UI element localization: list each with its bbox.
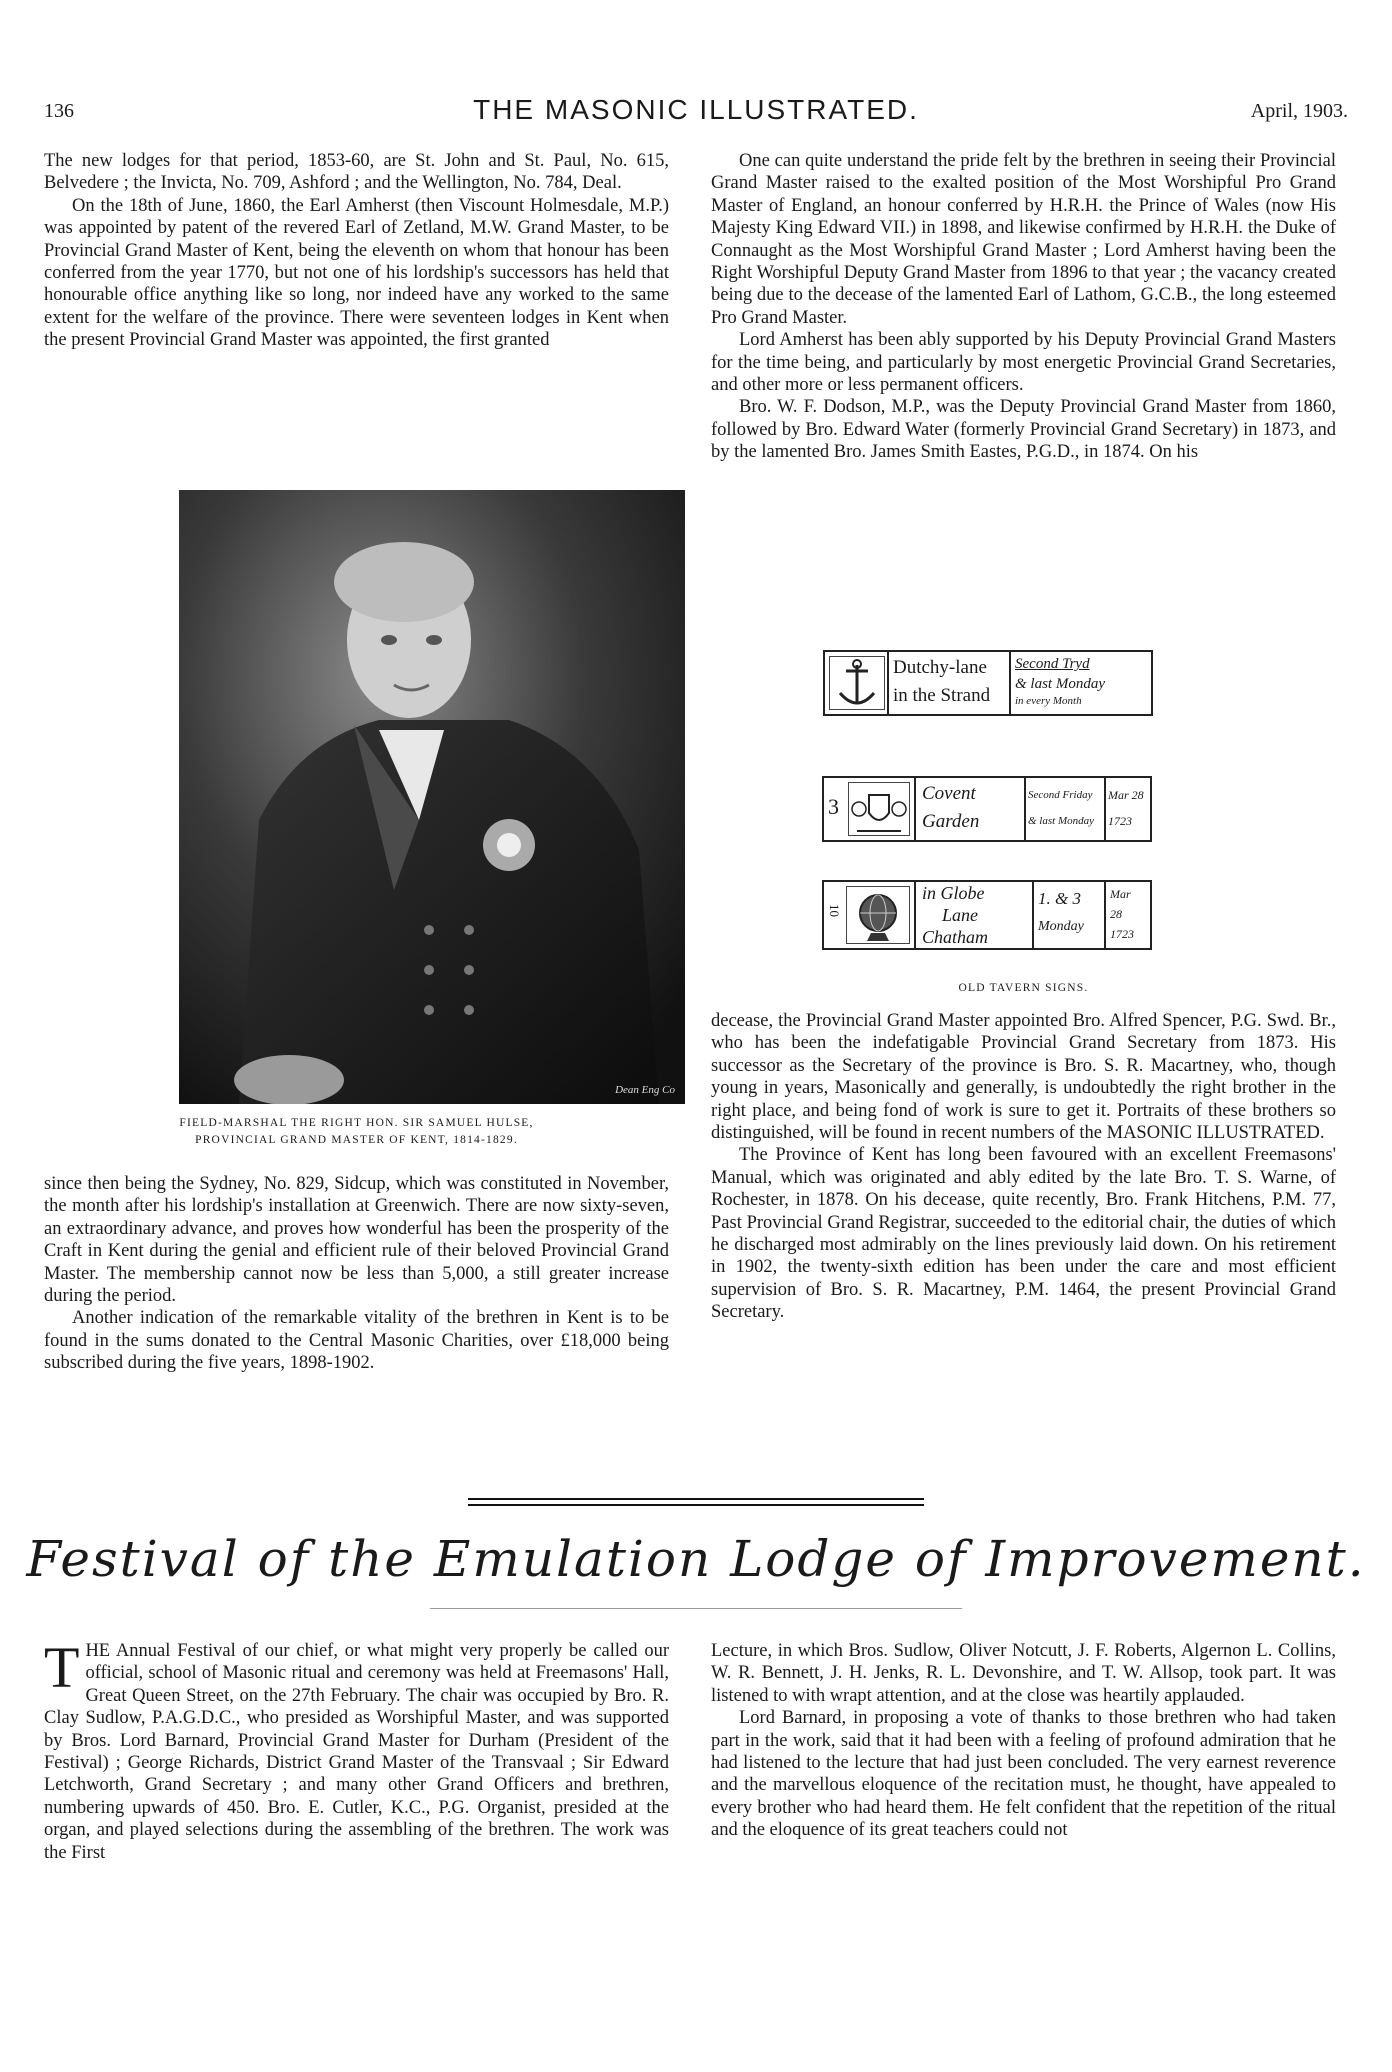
sign-text: 1723 <box>1110 927 1134 941</box>
page-header <box>44 94 1348 140</box>
sign-text: 1723 <box>1108 814 1132 828</box>
paragraph: The Province of Kent has long been favoured with an excellent Freemasons' Manual, which was originated and ably edited by the late Bro. T. S. Warne, of Rochester, in 1878. On his decease, quite recently, Bro. Frank Hitchens, P.M. 77, Past Provincial Grand Registrar, succeeded to the editorial chair, the duties of which he discharged most admirably on the lines previously laid down. On his retirement in 1902, the twenty-sixth edition has been under the care and most efficient supervision of Bro. S. R. Macartney, P.M. 1464, the present Provincial Grand Secretary. <box>711 1145 1336 1323</box>
tavern-sign-covent-garden <box>822 776 1152 842</box>
anchor-emblem <box>829 656 885 710</box>
left-column-bottom <box>44 1173 669 1375</box>
caption-line: PROVINCIAL GRAND MASTER OF KENT, 1814-1829. <box>195 1134 518 1146</box>
sign-text: in the Strand <box>893 685 991 706</box>
sign-text: Chatham <box>922 927 989 947</box>
paragraph: Another indication of the remarkable vitality of the brethren in Kent is to be found in the sums donated to the Central Masonic Charities, over £18,000 being subscribed during the five years, 1898-1902. <box>44 1308 669 1374</box>
paragraph <box>44 1635 669 1864</box>
page-number: 136 <box>44 100 74 122</box>
anchor-icon <box>830 657 884 713</box>
sign-place <box>887 652 1009 714</box>
festival-right-column <box>711 1640 1336 1842</box>
sign-meeting-days <box>1032 882 1104 948</box>
sign-text: in every Month <box>1015 695 1082 707</box>
sign-text: Mar 28 <box>1108 788 1144 802</box>
paragraph: On the 18th of June, 1860, the Earl Amherst (then Viscount Holmesdale, M.P.) was appointed by patent of the revered Earl of Zetland, M.W. Grand Master, to be Provincial Grand Master of Kent, being the eleventh on whom that honour has been conferred from the year 1770, but not one of his lordship's successors has held that honourable office anything like so long, nor indeed have any worked to the same extent for the welfare of the province. There were seventeen lodges in Kent when the present Provincial Grand Master was appointed, the first granted <box>44 195 669 351</box>
paragraph: decease, the Provincial Grand Master appointed Bro. Alfred Spencer, P.G. Swd. Br., who has been the indefatigable Provincial Grand Secretary from 1873. His successor as the Secretary of the province is Bro. S. R. Macartney, who, though young in years, Masonically and generally, is undoubtedly the right brother in the right place, and being fond of work is sure to get it. Portraits of these brothers so distinguished, will be found in recent numbers of the MASONIC ILLUSTRATED. <box>711 1011 1336 1144</box>
paragraph: Lecture, in which Bros. Sudlow, Oliver Notcutt, J. F. Roberts, Algernon L. Collins, W. R. Bennett, J. H. Jenks, R. L. Devonshire, and T. W. Allsop, took part. It was listened to with wrapt attention, and at the close was heartily applauded. <box>711 1641 1336 1706</box>
portrait-image <box>179 490 685 1104</box>
paragraph-text: HE Annual Festival of our chief, or what might very properly be called our official, school of Masonic ritual and ceremony was held at Freemasons' Hall, Great Queen Street, on the 27th February. The chair was occupied by Bro. R. Clay Sudlow, P.A.G.D.C., who presided as Worshipful Master, and was supported by Bros. Lord Barnard, Provincial Grand Master for Durham (President of the Festival) ; George Richards, District Grand Master of the Transvaal ; Sir Edward Letchworth, Grand Secretary ; and many other Grand Officers and brethren, numbering upwards of 450. Bro. E. Cutler, K.C., P.G. Organist, presided at the organ, and played selections during the assembling of the brethren. The work was the First <box>44 1641 669 1863</box>
drop-cap: T <box>44 1635 80 1700</box>
section-rule <box>468 1504 924 1506</box>
portrait-caption <box>44 1115 669 1149</box>
sign-text: in Globe <box>922 883 985 903</box>
caption-line: FIELD-MARSHAL THE RIGHT HON. SIR SAMUEL HULSE, <box>179 1117 534 1129</box>
sign-text: Monday <box>1038 919 1084 934</box>
coat-of-arms-icon <box>849 783 909 839</box>
sign-text: Garden <box>922 811 980 832</box>
arms-emblem <box>848 782 910 836</box>
sign-date <box>1104 778 1150 840</box>
sign-text: Dutchy-lane <box>893 657 987 678</box>
tavern-signs-caption: OLD TAVERN SIGNS. <box>958 982 1089 994</box>
left-column-top <box>44 150 669 352</box>
festival-left-column <box>44 1635 669 1864</box>
sign-text: Mar <box>1110 887 1131 901</box>
right-column-top <box>711 150 1336 464</box>
sign-text: 1. & 3 <box>1038 889 1081 908</box>
masthead: THE MASONIC ILLUSTRATED. <box>473 94 919 125</box>
paragraph: One can quite understand the pride felt by the brethren in seeing their Provincial Grand Master raised to the exalted position of the Most Worshipful Pro Grand Master of England, an honour conferred by H.R.H. the Prince of Wales (now His Majesty King Edward VII.) in 1898, and likewise confirmed by H.R.H. the Duke of Connaught as the Most Worshipful Grand Master ; Lord Amherst having been the Right Worshipful Deputy Grand Master from 1896 to that year ; the vacancy created being due to the decease of the lamented Earl of Lathom, G.C.B., the long esteemed Pro Grand Master. <box>711 151 1336 328</box>
sign-date <box>1104 882 1150 948</box>
sign-text: Lane <box>942 905 978 925</box>
paragraph: The new lodges for that period, 1853-60, are St. John and St. Paul, No. 615, Belvedere ; the Invicta, No. 709, Ashford ; and the Wellington, No. 784, Deal. <box>44 151 669 194</box>
sign-text: & last Monday <box>1015 676 1105 692</box>
right-column-bottom <box>711 1010 1336 1324</box>
globe-icon <box>847 887 909 947</box>
sign-text: 28 <box>1110 907 1122 921</box>
tavern-sign-dutchy-lane <box>823 650 1153 716</box>
sign-number: 10 <box>827 904 842 917</box>
sign-text: Covent <box>922 783 976 804</box>
sign-meeting-days <box>1009 652 1151 714</box>
sign-text: & last Monday <box>1028 815 1094 827</box>
sign-meeting-days <box>1024 778 1104 840</box>
sign-place <box>914 882 1032 948</box>
paragraph: Lord Amherst has been ably supported by his Deputy Provincial Grand Masters for the time being, and particularly by most energetic Provincial Grand Secretaries, and other more or less permanent officers. <box>711 330 1336 396</box>
issue-date: April, 1903. <box>1250 100 1348 122</box>
paragraph: Bro. W. F. Dodson, M.P., was the Deputy Provincial Grand Master from 1860, followed by Bro. Edward Water (formerly Provincial Grand Secretary) in 1873, and by the lamented Bro. James Smith Eastes, P.G.D., in 1874. On his <box>711 397 1336 463</box>
sign-number: 3 <box>828 794 839 819</box>
sign-text: Second Tryd <box>1015 656 1090 672</box>
paragraph: since then being the Sydney, No. 829, Sidcup, which was constituted in November, the month after his lordship's installation at Greenwich. There are now sixty-seven, an extraordinary advance, and proves how wonderful has been the prosperity of the Craft in Kent during the genial and efficient rule of their beloved Provincial Grand Master. The membership cannot now be less than 5,000, a still greater increase during the period. <box>44 1174 669 1307</box>
article-title: Festival of the Emulation Lodge of Improvement. <box>26 1530 1366 1588</box>
globe-emblem <box>846 886 910 944</box>
section-rule <box>468 1498 924 1500</box>
paragraph: Lord Barnard, in proposing a vote of thanks to those brethren who had taken part in the work, said that it had been with a feeling of profound admiration that he had listened to the lecture that had just been concluded. The very earnest reverence and the marvellous eloquence of the recitation must, he thought, have appealed to every brother who had heard them. He felt confident that the repetition of the ritual and the eloquence of its great teachers could not <box>711 1708 1336 1841</box>
portrait-engraving <box>179 490 685 1104</box>
title-underline <box>430 1608 962 1609</box>
sign-text: Second Friday <box>1028 789 1093 801</box>
sign-place <box>914 778 1024 840</box>
engraver-mark: Dean Eng Co <box>615 1084 675 1096</box>
tavern-sign-globe-lane <box>822 880 1152 950</box>
